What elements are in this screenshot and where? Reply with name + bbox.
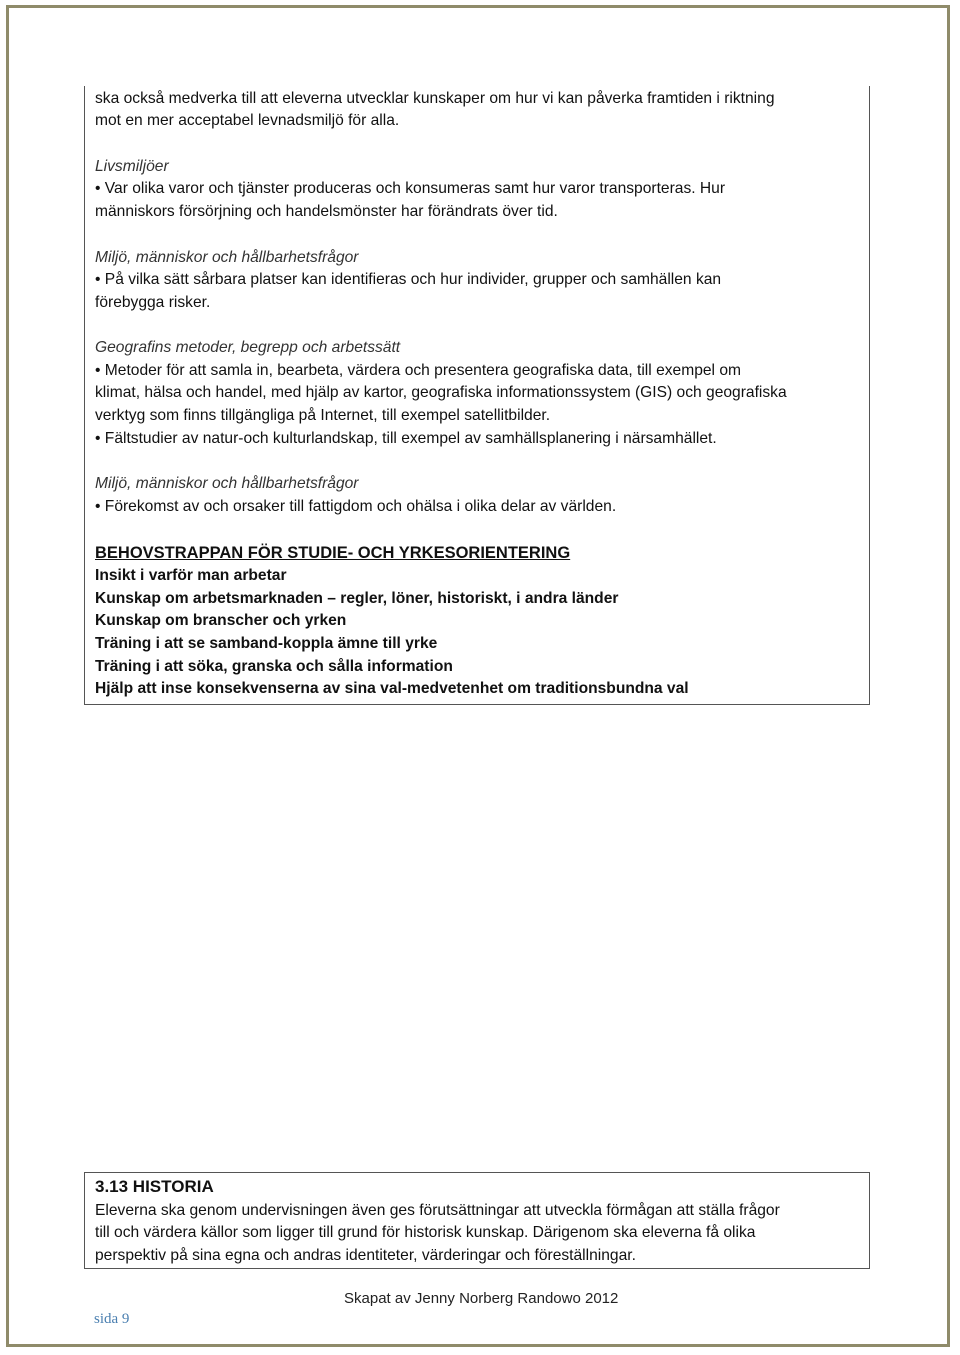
body-line: • Fältstudier av natur-och kulturlandskap, till exempel av samhällsplanering i närsamhället. — [95, 430, 717, 447]
body-line: • Metoder för att samla in, bearbeta, värdera och presentera geografiska data, till exempel om — [95, 362, 742, 379]
history-box — [84, 1172, 870, 1269]
section-heading-miljo: Miljö, människor och hållbarhetsfrågor — [95, 475, 359, 492]
intro-line: mot en mer acceptabel levnadsmiljö för alla. — [95, 112, 400, 129]
section-heading-livsmiljoer: Livsmiljöer — [95, 158, 169, 175]
body-line: • Förekomst av och orsaker till fattigdom och ohälsa i olika delar av världen. — [95, 498, 617, 515]
body-line: • På vilka sätt sårbara platser kan identifieras och hur individer, grupper och samhällen kan — [95, 271, 722, 288]
body-line: • Var olika varor och tjänster produceras och konsumeras samt hur varor transporteras. Hur — [95, 180, 726, 197]
body-line: perspektiv på sina egna och andras identiteter, värderingar och föreställningar. — [95, 1247, 636, 1264]
list-item: Träning i att söka, granska och sålla information — [95, 658, 453, 675]
body-line: klimat, hälsa och handel, med hjälp av kartor, geografiska informationssystem (GIS) och geografiska — [95, 384, 787, 401]
list-item: Insikt i varför man arbetar — [95, 567, 287, 584]
body-line: till och värdera källor som ligger till grund för historisk kunskap. Därigenom ska eleverna få olika — [95, 1224, 756, 1241]
list-item: Kunskap om branscher och yrken — [95, 612, 347, 629]
body-line: verktyg som finns tillgängliga på Internet, till exempel satellitbilder. — [95, 407, 551, 424]
section-title-historia: 3.13 HISTORIA — [95, 1177, 214, 1196]
list-item: Kunskap om arbetsmarknaden – regler, löner, historiskt, i andra länder — [95, 590, 619, 607]
list-item: Träning i att se samband-koppla ämne till yrke — [95, 635, 438, 652]
intro-line: ska också medverka till att eleverna utvecklar kunskaper om hur vi kan påverka framtiden i riktning — [95, 90, 775, 107]
footer-credit: Skapat av Jenny Norberg Randowo 2012 — [344, 1290, 619, 1307]
page-number: sida 9 — [94, 1311, 130, 1327]
body-line: Eleverna ska genom undervisningen även ges förutsättningar att utveckla förmågan att ställa frågor — [95, 1202, 780, 1219]
section-heading-metoder: Geografins metoder, begrepp och arbetssätt — [95, 339, 401, 356]
section-title-behovstrappan: BEHOVSTRAPPAN FÖR STUDIE- OCH YRKESORIENTERING — [95, 544, 571, 562]
section-heading-miljo: Miljö, människor och hållbarhetsfrågor — [95, 249, 359, 266]
body-line: människors försörjning och handelsmönster har förändrats över tid. — [95, 203, 558, 220]
content-box — [84, 86, 870, 705]
body-line: förebygga risker. — [95, 294, 211, 311]
list-item: Hjälp att inse konsekvenserna av sina val-medvetenhet om traditionsbundna val — [95, 680, 689, 697]
